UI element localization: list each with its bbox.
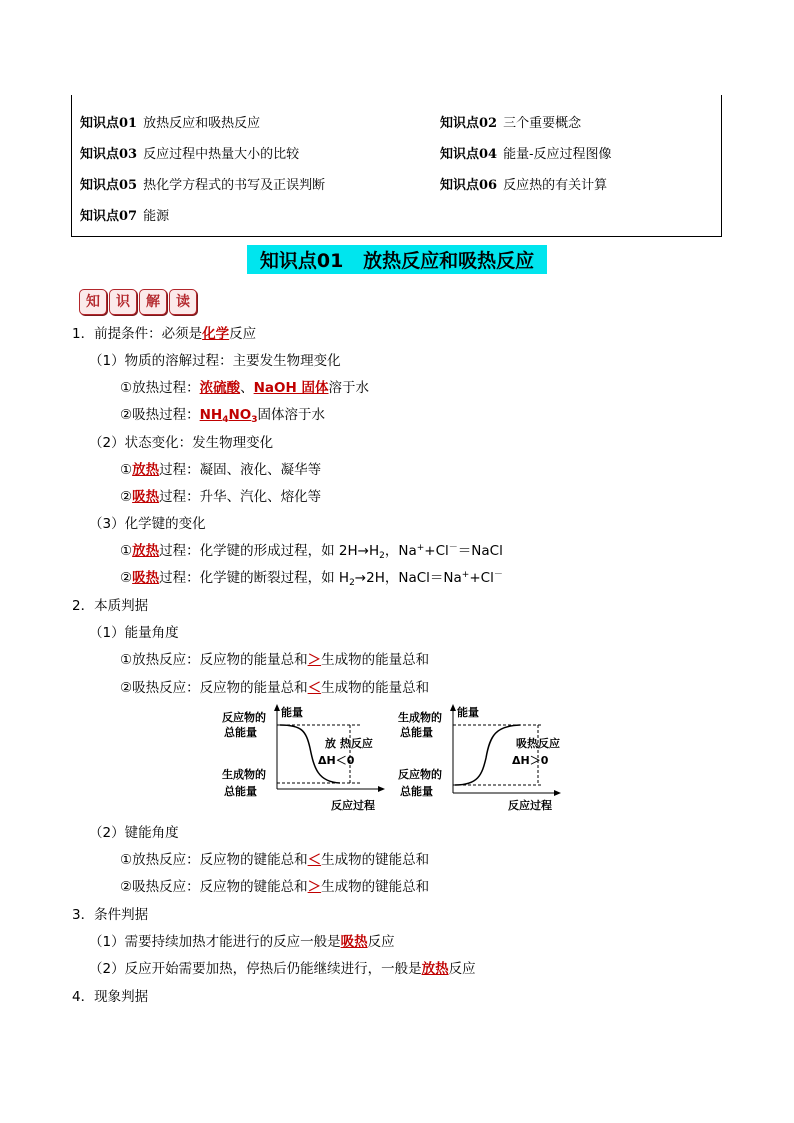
superscript: － (493, 570, 503, 580)
point-1-heading (72, 322, 256, 342)
text: 固体溶于水 (257, 407, 326, 423)
text: ①放热反应：反应物的能量总和 (120, 652, 308, 668)
highlight: ＜ (307, 680, 322, 696)
point-1-1b (120, 403, 325, 425)
y-axis-label: 能量 (281, 706, 303, 719)
x-axis-label: 反应过程 (508, 799, 552, 812)
text: ①放热过程： (120, 380, 200, 396)
toc-key: 知识点03 (80, 147, 138, 162)
text: ②吸热过程： (120, 407, 200, 423)
toc-label: 三个重要概念 (503, 116, 582, 131)
toc-item-02[interactable] (440, 112, 581, 131)
highlight: ＞ (307, 652, 322, 668)
point-1-2a (120, 458, 321, 478)
point-3-2 (89, 957, 476, 977)
highlight: ＞ (307, 879, 322, 895)
text: 过程：升华、汽化、熔化等 (159, 489, 322, 505)
point-1-1a (120, 376, 369, 396)
endothermic-curve (455, 725, 520, 785)
diagram-label: 生成物的 (398, 711, 442, 724)
text: ② (120, 570, 133, 586)
toc-label: 热化学方程式的书写及正误判断 (143, 178, 326, 193)
badge-char: 知 (79, 289, 107, 315)
diagram-label: 生成物的 (222, 768, 266, 781)
text: +Cl (424, 543, 449, 559)
diagram-label: 反应物的 (222, 711, 266, 724)
toc-item-01[interactable] (80, 112, 260, 131)
highlight: 化学 (202, 326, 230, 342)
text: （2）反应开始需要加热，停热后仍能继续进行，一般是 (89, 961, 422, 977)
highlight: 放热 (132, 543, 160, 559)
delta-h-label: ΔH＞0 (512, 754, 549, 767)
toc-label: 反应热的有关计算 (503, 178, 608, 193)
subscript: 2 (349, 578, 355, 588)
toc-item-07[interactable] (80, 205, 169, 224)
text: 生成物的键能总和 (321, 879, 430, 895)
knowledge-badge (79, 289, 197, 315)
text: 反应 (229, 326, 257, 342)
highlight: 吸热 (340, 934, 368, 950)
superscript: + (461, 570, 470, 580)
text: 过程：凝固、液化、凝华等 (159, 462, 322, 478)
highlight: ＜ (307, 852, 322, 868)
point-2-2a (120, 848, 429, 868)
toc-label: 能源 (143, 209, 170, 224)
text: ①放热反应：反应物的键能总和 (120, 852, 308, 868)
point-2-2b (120, 875, 429, 895)
endothermic-energy-diagram (398, 703, 568, 815)
text: ① (120, 462, 133, 478)
reaction-label: 放 热反应 (325, 737, 373, 750)
toc-label: 反应过程中热量大小的比较 (143, 147, 300, 162)
toc-key: 知识点02 (440, 116, 498, 131)
toc-key: 知识点06 (440, 178, 498, 193)
y-axis-arrow (274, 704, 280, 711)
y-axis-arrow (450, 704, 456, 711)
text: 、 (240, 380, 254, 396)
highlight: 浓硫酸 (199, 380, 241, 396)
text: 过程：化学键的断裂过程，如 H (159, 570, 350, 586)
text: 过程：化学键的形成过程，如 2H→H (159, 543, 380, 559)
point-1-1: （1）物质的溶解过程：主要发生物理变化 (89, 353, 341, 369)
toc-key: 知识点01 (80, 116, 138, 131)
toc-item-06[interactable] (440, 174, 607, 193)
highlight (200, 407, 258, 423)
diagram-label: 总能量 (224, 726, 257, 739)
text: +Cl (469, 570, 494, 586)
delta-h-label: ΔH＜0 (318, 754, 355, 767)
superscript: + (416, 543, 425, 553)
text: 溶于水 (328, 380, 369, 396)
y-axis-label: 能量 (457, 706, 479, 719)
point-1-2: （2）状态变化：发生物理变化 (89, 435, 274, 451)
text: 1．前提条件：必须是 (72, 326, 203, 342)
toc-key: 知识点07 (80, 209, 138, 224)
text: （1）需要持续加热才能进行的反应一般是 (89, 934, 341, 950)
point-2-1: （1）能量角度 (89, 625, 179, 641)
point-2-2: （2）键能角度 (89, 825, 179, 841)
superscript: － (448, 543, 458, 553)
text: 反应 (367, 934, 395, 950)
text: →2H，NaCl＝Na (354, 570, 462, 586)
badge-char: 读 (169, 289, 197, 315)
toc-label: 放热反应和吸热反应 (143, 116, 261, 131)
badge-char: 识 (109, 289, 137, 315)
highlight: 吸热 (132, 570, 160, 586)
text: ②吸热反应：反应物的能量总和 (120, 680, 308, 696)
table-of-contents (71, 95, 722, 237)
point-4-heading: 4．现象判据 (72, 989, 149, 1005)
text: ① (120, 543, 133, 559)
text: ，Na (384, 543, 417, 559)
text: 反应 (448, 961, 476, 977)
subscript: 2 (379, 551, 385, 561)
highlight: NaOH 固体 (253, 380, 329, 396)
highlight: 吸热 (132, 489, 160, 505)
point-1-3b (120, 566, 503, 588)
point-3-heading: 3．条件判据 (72, 907, 149, 923)
highlight: 放热 (421, 961, 449, 977)
point-1-2b (120, 485, 321, 505)
text: ＝NaCl (457, 543, 503, 559)
x-axis-label: 反应过程 (331, 799, 375, 812)
diagram-label: 总能量 (400, 785, 433, 798)
toc-label: 能量-反应过程图像 (503, 147, 612, 162)
diagram-label: 总能量 (224, 785, 257, 798)
point-2-1a (120, 648, 429, 668)
point-1-3a (120, 539, 503, 561)
toc-item-04[interactable] (440, 143, 612, 162)
text: 生成物的能量总和 (321, 680, 430, 696)
x-axis-arrow (378, 786, 385, 792)
toc-item-05[interactable] (80, 174, 325, 193)
reaction-label: 吸热反应 (516, 737, 560, 750)
highlight: 放热 (132, 462, 160, 478)
point-3-1 (89, 930, 395, 950)
text: 生成物的键能总和 (321, 852, 430, 868)
text: 生成物的能量总和 (321, 652, 430, 668)
section-title: 知识点01 放热反应和吸热反应 (247, 245, 547, 274)
subscript: 4 (222, 415, 229, 425)
subscript: 3 (251, 415, 258, 425)
point-2-heading: 2．本质判据 (72, 598, 149, 614)
text: NO (228, 407, 252, 423)
point-2-1b (120, 676, 429, 696)
x-axis-arrow (554, 790, 561, 796)
text: ② (120, 489, 133, 505)
toc-key: 知识点04 (440, 147, 498, 162)
toc-key: 知识点05 (80, 178, 138, 193)
toc-item-03[interactable] (80, 143, 299, 162)
badge-char: 解 (139, 289, 167, 315)
point-1-3: （3）化学键的变化 (89, 516, 206, 532)
text: NH (199, 407, 223, 423)
exothermic-energy-diagram (222, 703, 392, 815)
text: ②吸热反应：反应物的键能总和 (120, 879, 308, 895)
diagram-label: 总能量 (400, 726, 433, 739)
diagram-label: 反应物的 (398, 768, 442, 781)
